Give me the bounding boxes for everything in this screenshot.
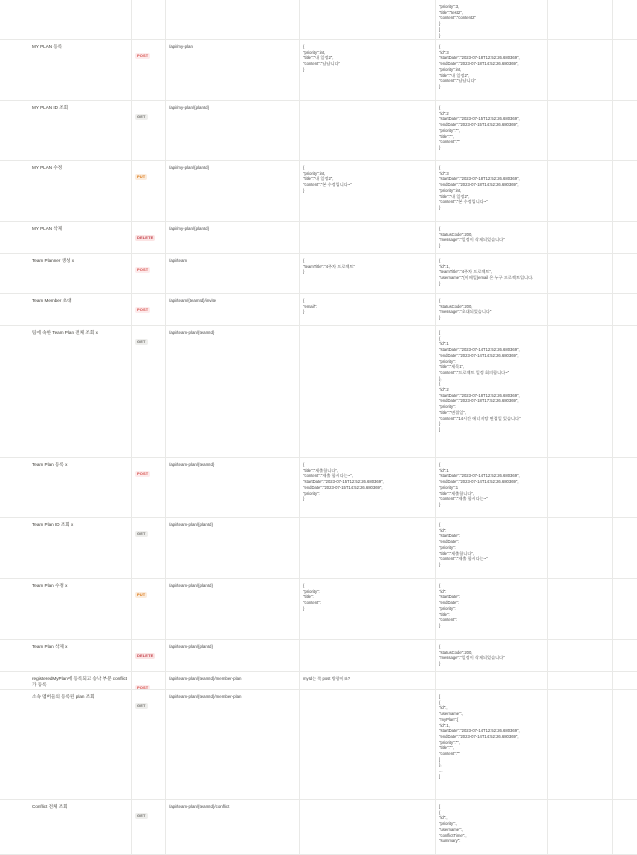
api-name: Team Plan ID 조회 x xyxy=(32,522,74,527)
method-badge: PUT xyxy=(137,592,146,597)
api-name: MY PLAN 삭제 xyxy=(32,226,63,231)
row-handle-cell xyxy=(0,326,23,457)
method-badge: POST xyxy=(137,53,149,58)
request-body: { "priority":int, "title":"내 일정2", "content":"본 수정입니다~" } xyxy=(303,165,352,193)
empty-cell xyxy=(612,101,637,160)
api-name-cell xyxy=(23,518,131,578)
request-cell xyxy=(299,294,435,325)
empty-cell xyxy=(612,326,637,457)
table-row xyxy=(0,458,637,518)
url-cell xyxy=(165,518,299,578)
table-row xyxy=(0,640,637,672)
response-body: { "id":3 "startDate":"2023-07-18T12:52:26.680369", "endDate":"2023-07-18T14:52:26.680369", "priority":int, "title":"내 일정2", "content":"본 수정입니다~" } xyxy=(439,165,520,210)
request-cell xyxy=(299,326,435,457)
table-row xyxy=(0,254,637,294)
table-row xyxy=(0,800,637,855)
api-url: /api/team-plan/{planId} xyxy=(169,644,213,649)
table-row xyxy=(0,579,637,640)
method-badge: GET xyxy=(137,114,146,119)
response-cell xyxy=(435,690,547,799)
request-body: { "priority": "title": "content": } xyxy=(303,583,321,611)
request-body: { "teamTitle":"4주차 프로젝트" } xyxy=(303,258,355,275)
api-name-cell xyxy=(23,254,131,293)
api-url: /api/team-plan/{planId} xyxy=(169,522,213,527)
api-name-cell xyxy=(23,294,131,325)
request-body: { "email": } xyxy=(303,298,318,315)
api-name: MY PLAN 등록 xyxy=(32,44,63,49)
api-name-cell xyxy=(23,579,131,639)
request-cell xyxy=(299,690,435,799)
response-cell xyxy=(435,254,547,293)
request-cell xyxy=(299,458,435,517)
api-name-cell xyxy=(23,161,131,221)
response-body: { "statusCode":200, "message":"초대되었습니다" } xyxy=(439,298,492,321)
method-cell xyxy=(131,294,165,325)
table-row xyxy=(0,690,637,800)
row-handle-cell xyxy=(0,254,23,293)
method-cell xyxy=(131,579,165,639)
method-cell xyxy=(131,40,165,100)
empty-cell xyxy=(612,161,637,221)
empty-cell xyxy=(612,458,637,517)
response-cell xyxy=(435,326,547,457)
response-cell xyxy=(435,640,547,671)
response-body: { "id":1, "teamTitle":"4주차 프로젝트", "username":"{이메일}email 은 누구 프로젝트입니다. } xyxy=(439,258,534,286)
empty-cell xyxy=(547,690,612,799)
row-handle-cell xyxy=(0,161,23,221)
response-cell xyxy=(435,672,547,689)
empty-cell xyxy=(547,294,612,325)
response-cell xyxy=(435,0,547,39)
row-handle-cell xyxy=(0,579,23,639)
response-body: [ { "id":, "username":, "myPlan":[ "id":1, "startDate":"2023-07-14T12:52:26.680369", "endDate":"2023-07-14T14:52:26.680369", "priority":"", "title":"", "content":"" ] }, ... ] xyxy=(439,694,520,779)
empty-cell xyxy=(547,326,612,457)
method-cell xyxy=(131,640,165,671)
response-cell xyxy=(435,101,547,160)
empty-cell xyxy=(612,672,637,689)
table-row xyxy=(0,40,637,101)
table-row xyxy=(0,222,637,254)
api-name: MY PLAN ID 조회 xyxy=(32,105,69,110)
api-name: Team Member 초대 xyxy=(32,298,72,303)
response-body: [ { "id":1 "startDate":"2023-07-14T12:52:26.680369", "endDate":"2023-07-14T14:52:26.680369", "priority": "title":"제목1", "content":"프로젝트 일정 회의합니다~" }, { "id":2 "startDate":"2023-07-18T12:52:26.680369", "endDate":"2023-07-18T17:52:26.680369", "priority": "title":"면접일", "content":"14시간 에너지탕 면접일 있습니다" } ] xyxy=(439,330,521,432)
empty-cell xyxy=(612,518,637,578)
row-handle-cell xyxy=(0,690,23,799)
method-cell xyxy=(131,518,165,578)
url-cell xyxy=(165,0,299,39)
table-row xyxy=(0,0,637,40)
table-row xyxy=(0,326,637,458)
method-badge: POST xyxy=(137,267,149,272)
url-cell xyxy=(165,222,299,253)
empty-cell xyxy=(547,161,612,221)
empty-cell xyxy=(612,222,637,253)
method-cell xyxy=(131,800,165,854)
empty-cell xyxy=(612,579,637,639)
api-name-cell xyxy=(23,0,131,39)
request-body: myId는 쭉 post 방향이죠? xyxy=(303,676,351,681)
empty-cell xyxy=(547,800,612,854)
method-cell xyxy=(131,690,165,799)
method-badge: DELETE xyxy=(137,235,154,240)
empty-cell xyxy=(547,672,612,689)
row-handle-cell xyxy=(0,101,23,160)
api-url: /api/team/{teamId}/invite xyxy=(169,298,217,303)
table-row xyxy=(0,518,637,579)
method-badge: DELETE xyxy=(137,653,154,658)
api-name-cell xyxy=(23,222,131,253)
row-handle-cell xyxy=(0,458,23,517)
api-name-cell xyxy=(23,458,131,517)
api-name-cell xyxy=(23,40,131,100)
response-body: { "id": "startDate": "endDate": "priority": "title":"제출합니다", "content":"제출 합시다는~" } xyxy=(439,522,488,567)
response-cell xyxy=(435,40,547,100)
response-body: "priority":3, "title":"test2", "content":"content2" } ] } xyxy=(439,4,476,38)
request-cell xyxy=(299,672,435,689)
empty-cell xyxy=(547,579,612,639)
row-handle-cell xyxy=(0,222,23,253)
url-cell xyxy=(165,690,299,799)
response-body: { "id": "startDate": "endDate": "priority": "title": "content": } xyxy=(439,583,461,628)
api-name: Conflict 전체 조회 xyxy=(32,804,68,809)
empty-cell xyxy=(612,690,637,799)
method-badge: GET xyxy=(137,531,146,536)
response-body: { "id":3 "startDate":"2023-07-18T12:52:26.680369", "endDate":"2023-07-18T14:52:26.680369", "priority":int, "title":"내 일정2", "content":"냠냠니다" } xyxy=(439,44,520,89)
url-cell xyxy=(165,579,299,639)
method-badge: GET xyxy=(137,339,146,344)
api-url: /api/team xyxy=(169,258,188,263)
empty-cell xyxy=(612,800,637,854)
empty-cell xyxy=(547,518,612,578)
method-cell xyxy=(131,254,165,293)
url-cell xyxy=(165,640,299,671)
request-cell xyxy=(299,579,435,639)
request-body: { "title":"제출합니다", "content":"제출 합시다는~", "startDate":"2023-07-15T12:52:26.680369", "endDate":"2023-07-15T14:52:26.680369", "priority": } xyxy=(303,462,384,502)
url-cell xyxy=(165,294,299,325)
row-handle-cell xyxy=(0,800,23,854)
url-cell xyxy=(165,40,299,100)
url-cell xyxy=(165,458,299,517)
empty-cell xyxy=(547,640,612,671)
method-cell xyxy=(131,222,165,253)
empty-cell xyxy=(547,458,612,517)
request-cell xyxy=(299,101,435,160)
method-badge: POST xyxy=(137,307,149,312)
table-row xyxy=(0,294,637,326)
api-url: /api/team-plan/{planId} xyxy=(169,583,213,588)
request-cell xyxy=(299,640,435,671)
table-row xyxy=(0,101,637,161)
response-body: { "id":2 "startDate":"2023-07-15T12:52:26.680369", "endDate":"2023-07-15T14:52:26.680369", "priority":"", "title":"", "content":"" } xyxy=(439,105,520,150)
empty-cell xyxy=(612,254,637,293)
api-url: /api/my-plan/{planId} xyxy=(169,105,210,110)
api-url: /api/team-plan/{teamId}/member-plan xyxy=(169,694,242,699)
method-cell xyxy=(131,326,165,457)
api-name: Team Plan 삭제 x xyxy=(32,644,68,649)
response-cell xyxy=(435,294,547,325)
response-cell xyxy=(435,579,547,639)
method-cell xyxy=(131,161,165,221)
response-cell xyxy=(435,800,547,854)
row-handle-cell xyxy=(0,0,23,39)
api-url: /api/team-plan/{teamId} xyxy=(169,462,215,467)
row-handle-cell xyxy=(0,294,23,325)
api-name: 소속 멤버들의 등록된 plan 조회 xyxy=(32,694,95,699)
request-cell xyxy=(299,800,435,854)
url-cell xyxy=(165,800,299,854)
api-name: MY PLAN 수정 xyxy=(32,165,63,170)
request-cell xyxy=(299,161,435,221)
empty-cell xyxy=(612,294,637,325)
method-badge: POST xyxy=(137,471,149,476)
response-body: { "statusCode":200, "message":"일정이 삭제되었습니다" } xyxy=(439,226,505,249)
method-cell xyxy=(131,0,165,39)
url-cell xyxy=(165,672,299,689)
request-cell xyxy=(299,222,435,253)
api-url: /api/my-plan/{planId} xyxy=(169,165,210,170)
api-url: /api/my-plan xyxy=(169,44,193,49)
api-name: Team Plan 등록 x xyxy=(32,462,68,467)
method-badge: POST xyxy=(137,685,149,689)
api-name: 팀에 속한 Team Plan 전체 조회 x xyxy=(32,330,98,335)
row-handle-cell xyxy=(0,672,23,689)
request-cell xyxy=(299,0,435,39)
empty-cell xyxy=(547,254,612,293)
response-cell xyxy=(435,161,547,221)
empty-cell xyxy=(547,222,612,253)
request-cell xyxy=(299,40,435,100)
api-url: /api/team-plan/{teamId}/conflict xyxy=(169,804,230,809)
request-cell xyxy=(299,254,435,293)
url-cell xyxy=(165,326,299,457)
api-name-cell xyxy=(23,640,131,671)
api-name-cell xyxy=(23,690,131,799)
empty-cell xyxy=(612,640,637,671)
empty-cell xyxy=(612,0,637,39)
url-cell xyxy=(165,254,299,293)
request-body: { "priority":int, "title":"내 일정2", "content":"냠냠니다" } xyxy=(303,44,341,72)
api-name-cell xyxy=(23,800,131,854)
response-cell xyxy=(435,518,547,578)
api-url: /api/team-plan/{teamId} xyxy=(169,330,215,335)
row-handle-cell xyxy=(0,40,23,100)
empty-cell xyxy=(547,0,612,39)
empty-cell xyxy=(547,40,612,100)
method-badge: GET xyxy=(137,813,146,818)
method-cell xyxy=(131,458,165,517)
row-handle-cell xyxy=(0,640,23,671)
table-row xyxy=(0,672,637,690)
method-badge: GET xyxy=(137,703,146,708)
response-body: { "statusCode":200, "message":"일정이 삭제되었습니다" } xyxy=(439,644,505,667)
response-body: [ { "id":, "priority":, "username":, "conflictTime":, "summary": xyxy=(439,804,467,844)
response-body: { "id":1 "startDate":"2023-07-14T12:52:26.680369", "endDate":"2023-07-14T14:52:26.680369", "priority":1 "title":"제출합니다", "content":"제출 합시다는~" } xyxy=(439,462,520,507)
table-row xyxy=(0,161,637,222)
api-url: /api/team-plan/{teamId}/member-plan xyxy=(169,676,242,681)
api-name: registeredMyPlan에 등록되고 승낙 부분 conflict가 등록 xyxy=(32,676,128,687)
response-cell xyxy=(435,222,547,253)
response-cell xyxy=(435,458,547,517)
empty-cell xyxy=(547,101,612,160)
api-name-cell xyxy=(23,101,131,160)
api-name-cell xyxy=(23,326,131,457)
row-handle-cell xyxy=(0,518,23,578)
empty-cell xyxy=(612,40,637,100)
api-name-cell xyxy=(23,672,131,689)
method-cell xyxy=(131,672,165,689)
method-cell xyxy=(131,101,165,160)
method-badge: PUT xyxy=(137,174,146,179)
url-cell xyxy=(165,161,299,221)
api-name: Team Plan 수정 x xyxy=(32,583,68,588)
api-url: /api/my-plan/{planId} xyxy=(169,226,210,231)
url-cell xyxy=(165,101,299,160)
request-cell xyxy=(299,518,435,578)
api-name: Team Planner 생성 x xyxy=(32,258,75,263)
